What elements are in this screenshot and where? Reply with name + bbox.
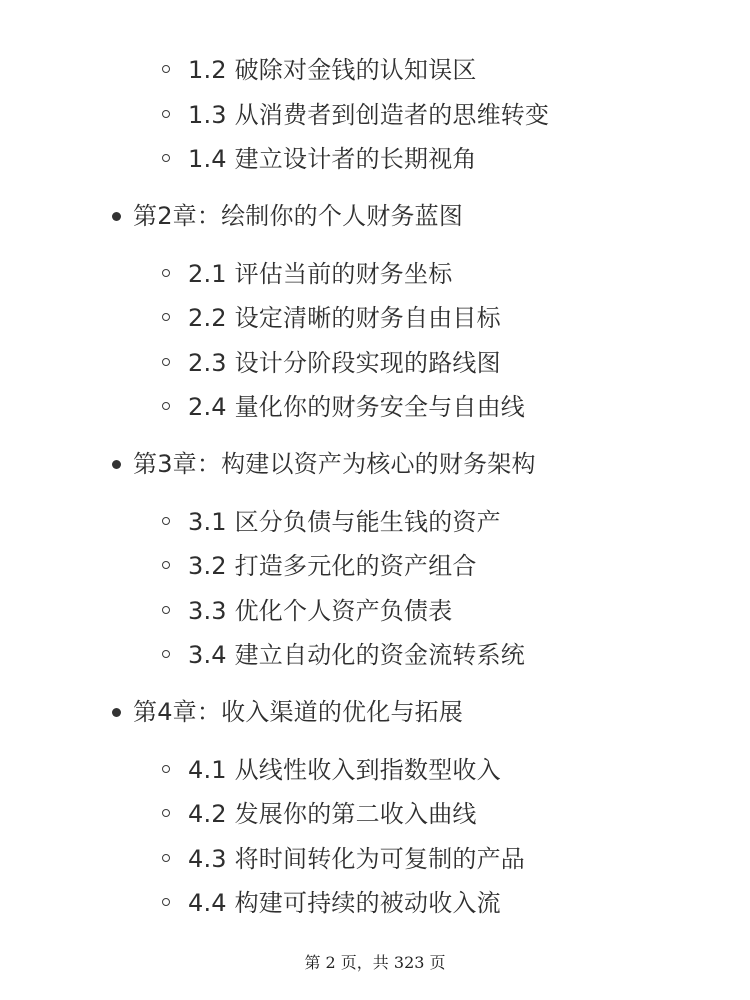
hollow-bullet-icon (162, 269, 170, 277)
section-label: 4.1 从线性收入到指数型收入 (188, 755, 501, 784)
section-4-1 (0, 748, 750, 793)
hollow-bullet-icon (162, 606, 170, 614)
solid-bullet-icon (112, 212, 121, 221)
section-label: 2.3 设计分阶段实现的路线图 (188, 348, 501, 377)
section-1-4 (0, 137, 750, 182)
section-2-2 (0, 296, 750, 341)
chapter-3-section-list (0, 500, 750, 678)
section-label: 2.1 评估当前的财务坐标 (188, 259, 453, 288)
page-number-footer: 第 2 页，共 323 页 (304, 953, 446, 972)
chapter-1-section-list (0, 48, 750, 182)
section-3-3 (0, 589, 750, 634)
section-label: 4.4 构建可持续的被动收入流 (188, 889, 501, 917)
section-label: 1.4 建立设计者的长期视角 (188, 145, 477, 173)
hollow-bullet-icon (162, 809, 170, 817)
section-3-1 (0, 500, 750, 545)
hollow-bullet-icon (162, 358, 170, 366)
section-label: 2.4 量化你的财务安全与自由线 (188, 393, 525, 421)
section-2-4 (0, 385, 750, 430)
section-3-4 (0, 633, 750, 678)
chapter-title: 第4章：收入渠道的优化与拓展 (133, 697, 464, 726)
section-3-2 (0, 544, 750, 589)
section-4-3 (0, 837, 750, 882)
chapter-2-section-list (0, 252, 750, 430)
hollow-bullet-icon (162, 854, 170, 862)
hollow-bullet-icon (162, 517, 170, 525)
section-label: 2.2 设定清晰的财务自由目标 (188, 304, 501, 332)
chapter-4-section-list (0, 748, 750, 926)
section-label: 4.2 发展你的第二收入曲线 (188, 800, 477, 828)
hollow-bullet-icon (162, 898, 170, 906)
chapter-4-heading (0, 690, 750, 734)
section-label: 3.4 建立自动化的资金流转系统 (188, 641, 525, 669)
hollow-bullet-icon (162, 313, 170, 321)
chapter-3-heading (0, 442, 750, 486)
hollow-bullet-icon (162, 65, 170, 73)
section-label: 1.2 破除对金钱的认知误区 (188, 56, 477, 84)
table-of-contents (0, 48, 750, 926)
solid-bullet-icon (112, 708, 121, 717)
chapter-title: 第2章：绘制你的个人财务蓝图 (133, 201, 464, 230)
section-label: 3.3 优化个人资产负债表 (188, 596, 453, 625)
section-label: 3.1 区分负债与能生钱的资产 (188, 507, 501, 536)
solid-bullet-icon (112, 460, 121, 469)
hollow-bullet-icon (162, 154, 170, 162)
hollow-bullet-icon (162, 650, 170, 658)
chapter-title: 第3章：构建以资产为核心的财务架构 (133, 449, 536, 478)
section-1-3 (0, 93, 750, 138)
hollow-bullet-icon (162, 110, 170, 118)
chapter-2-heading (0, 194, 750, 238)
section-4-4 (0, 881, 750, 926)
section-label: 3.2 打造多元化的资产组合 (188, 552, 477, 580)
hollow-bullet-icon (162, 765, 170, 773)
section-1-2 (0, 48, 750, 93)
section-label: 4.3 将时间转化为可复制的产品 (188, 844, 525, 873)
hollow-bullet-icon (162, 561, 170, 569)
section-label: 1.3 从消费者到创造者的思维转变 (188, 100, 550, 129)
section-2-3 (0, 341, 750, 386)
hollow-bullet-icon (162, 402, 170, 410)
section-2-1 (0, 252, 750, 297)
section-4-2 (0, 792, 750, 837)
